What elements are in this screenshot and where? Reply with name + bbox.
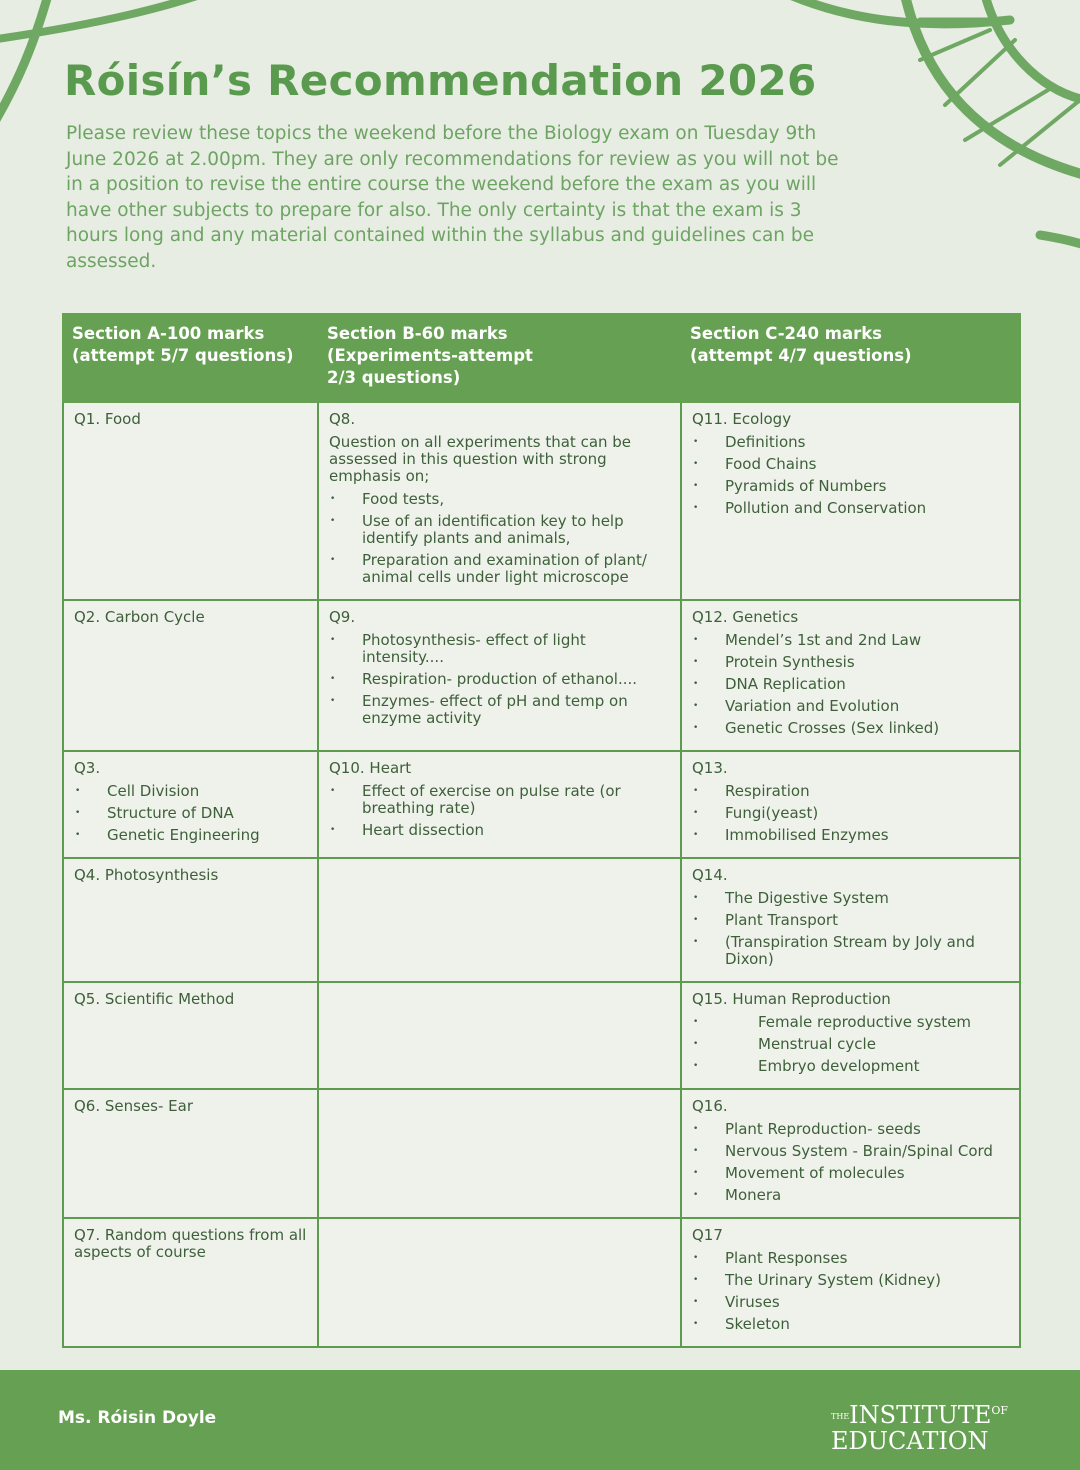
list-item: • The Digestive System [692,890,1009,907]
list-item: • Respiration- production of ethanol.... [329,671,670,688]
header-line: Section A-100 marks [72,324,265,343]
list-item: • Structure of DNA [74,805,307,822]
logo-line2: EDUCATION [831,1427,989,1455]
list-item: • Respiration [692,783,1009,800]
cell-section-c [681,858,1020,982]
intro-paragraph: Please review these topics the weekend before the Biology exam on Tuesday 9th June 2026 at 2.00pm. They are only recommendations for review as you will not be in a position to revise the entire course the weekend before the exam as you will have other subjects to prepare for also. The only certainty is that the exam is 3 hours long and any material contained within the syllabus and guidelines can be assessed. [66,123,839,272]
question-title: Q17 [692,1226,723,1244]
topic-list [692,1121,1009,1204]
topic-list [692,783,1009,844]
list-item: • Plant Transport [692,912,1009,929]
list-item: • Enzymes- effect of pH and temp on enzyme activity [329,693,670,727]
cell-section-c [681,982,1020,1089]
list-item: • Preparation and examination of plant/ animal cells under light microscope [329,552,670,586]
list-item: • Mendel’s 1st and 2nd Law [692,632,1009,649]
list-item: • Viruses [692,1294,1009,1311]
question-title: Q4. Photosynthesis [74,866,219,884]
question-title: Q10. Heart [329,759,412,777]
list-item: • Pollution and Conservation [692,500,1009,517]
cell-section-b [318,402,681,600]
cell-section-b [318,1218,681,1347]
topic-list [692,890,1009,968]
cell-section-b [318,858,681,982]
cell-section-b [318,1089,681,1218]
list-item: • Movement of molecules [692,1165,1009,1182]
question-title: Q6. Senses- Ear [74,1097,194,1115]
question-title: Q7. Random questions from all aspects of course [74,1226,307,1261]
logo-line1: INSTITUTE [849,1401,992,1429]
table-row [63,600,1020,751]
question-text: Question on all experiments that can be assessed in this question with strong emphasis on; [329,433,632,485]
header-line: (attempt 4/7 questions) [690,346,912,365]
cell-section-b [318,600,681,751]
list-item: • Female reproductive system [692,1014,1009,1031]
header-section-a [63,314,318,402]
header-line: Section B-60 marks [327,324,508,343]
table-row [63,1218,1020,1347]
question-title: Q9. [329,608,356,626]
table-row [63,858,1020,982]
header-line: (attempt 5/7 questions) [72,346,294,365]
question-title: Q14. [692,866,728,884]
question-title: Q3. [74,759,101,777]
list-item: • Skeleton [692,1316,1009,1333]
question-title: Q15. Human Reproduction [692,990,891,1008]
question-title: Q16. [692,1097,728,1115]
list-item: • Immobilised Enzymes [692,827,1009,844]
list-item: • The Urinary System (Kidney) [692,1272,1009,1289]
list-item: • Monera [692,1187,1009,1204]
header-section-b [318,314,681,402]
list-item: • Plant Responses [692,1250,1009,1267]
header-line: Section C-240 marks [690,324,883,343]
list-item: • Genetic Engineering [74,827,307,844]
cell-section-a [63,982,318,1089]
list-item: • Nervous System - Brain/Spinal Cord [692,1143,1009,1160]
question-title: Q8. [329,410,356,428]
footer-bar [0,1370,1080,1470]
list-item: • Use of an identification key to help identify plants and animals, [329,513,670,547]
header-line: 2/3 questions) [327,368,461,387]
list-item: • Definitions [692,434,1009,451]
logo-of: OF [991,1404,1008,1417]
question-title: Q13. [692,759,728,777]
list-item: • DNA Replication [692,676,1009,693]
topic-list [692,434,1009,517]
header-row [63,314,1020,402]
cell-section-c [681,600,1020,751]
header-section-c [681,314,1020,402]
teacher-name: Ms. Róisin Doyle [58,1408,217,1428]
header-line: (Experiments-attempt [327,346,533,365]
page-title: Róisín’s Recommendation 2026 [64,56,817,105]
topic-list [329,491,670,586]
table-row [63,1089,1020,1218]
cell-section-a [63,1218,318,1347]
question-title: Q11. Ecology [692,410,792,428]
list-item: • Food Chains [692,456,1009,473]
cell-section-c [681,1218,1020,1347]
question-title: Q5. Scientific Method [74,990,235,1008]
cell-section-c [681,402,1020,600]
logo-the: THE [831,1412,850,1421]
question-title: Q2. Carbon Cycle [74,608,205,626]
list-item: • Pyramids of Numbers [692,478,1009,495]
topic-list [692,1014,1009,1075]
question-title: Q12. Genetics [692,608,799,626]
cell-section-a [63,858,318,982]
list-item: • Heart dissection [329,822,670,839]
list-item: • Embryo development [692,1058,1009,1075]
list-item: • Menstrual cycle [692,1036,1009,1053]
topic-list [74,783,307,844]
list-item: • Fungi(yeast) [692,805,1009,822]
cell-section-c [681,1089,1020,1218]
list-item: • Protein Synthesis [692,654,1009,671]
table-row [63,982,1020,1089]
list-item: • Effect of exercise on pulse rate (or breathing rate) [329,783,670,817]
list-item: • Photosynthesis- effect of light intensity.... [329,632,670,666]
list-item: • (Transpiration Stream by Joly and Dixon) [692,934,1009,968]
topic-list [329,783,670,839]
cell-section-a [63,751,318,858]
list-item: • Food tests, [329,491,670,508]
table-row [63,402,1020,600]
cell-section-a [63,1089,318,1218]
recommendation-table [62,313,1021,1348]
cell-section-a [63,402,318,600]
cell-section-c [681,751,1020,858]
table-row [63,751,1020,858]
cell-section-a [63,600,318,751]
list-item: • Genetic Crosses (Sex linked) [692,720,1009,737]
cell-section-b [318,982,681,1089]
institute-logo [831,1398,1008,1454]
cell-section-b [318,751,681,858]
topic-list [329,632,670,727]
topic-list [692,1250,1009,1333]
list-item: • Plant Reproduction- seeds [692,1121,1009,1138]
list-item: • Cell Division [74,783,307,800]
topic-list [692,632,1009,737]
question-title: Q1. Food [74,410,141,428]
list-item: • Variation and Evolution [692,698,1009,715]
